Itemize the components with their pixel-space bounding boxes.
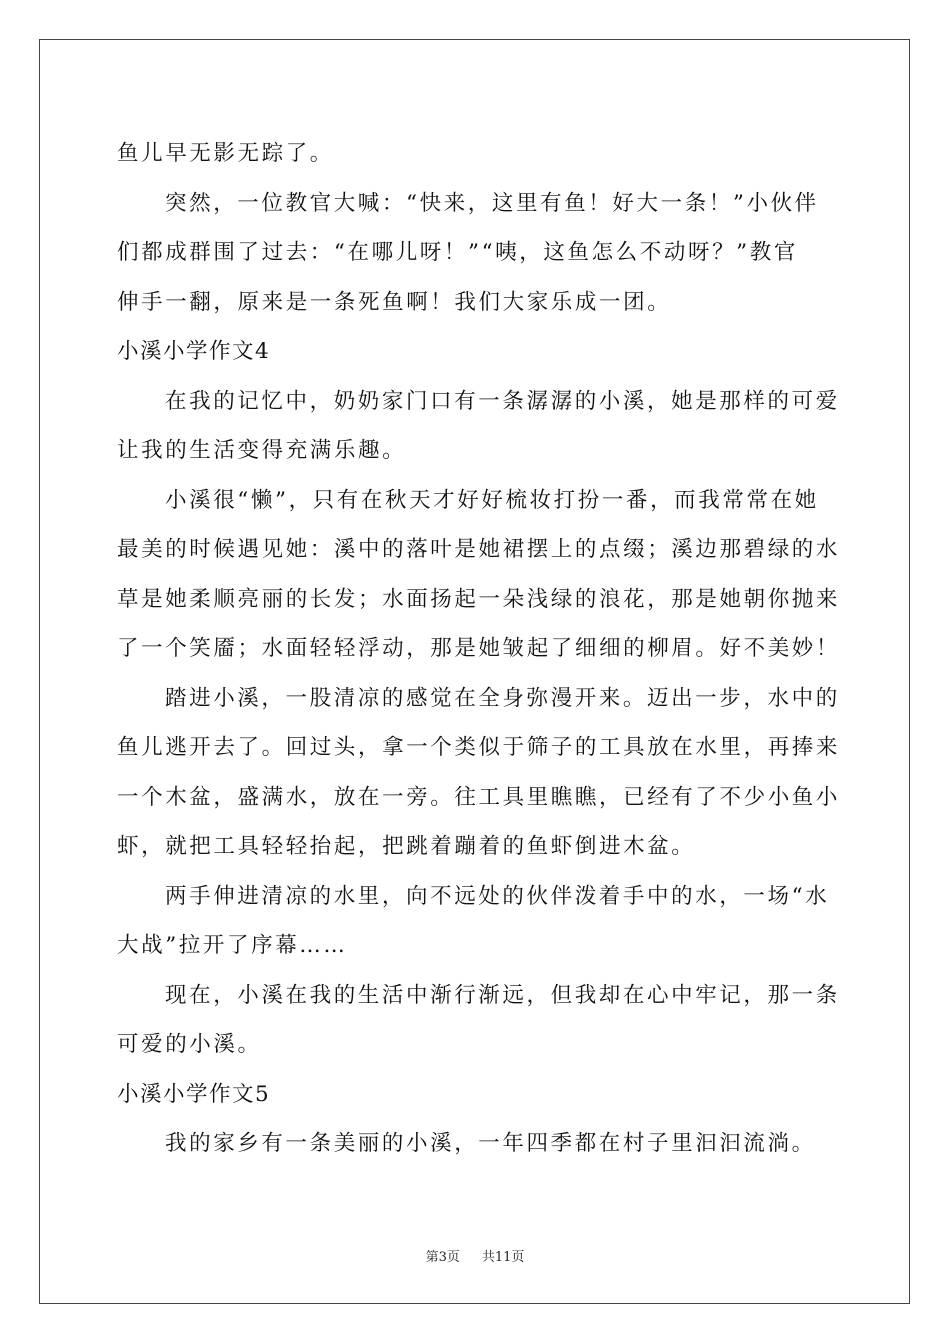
text-line: 一个木盆，盛满水，放在一旁。往工具里瞧瞧，已经有了不少小鱼小 — [117, 784, 841, 810]
text-line: 现在，小溪在我的生活中渐行渐远，但我却在心中牢记，那一条 — [165, 982, 840, 1008]
document-body — [117, 129, 841, 1169]
page-number: 第3页 — [425, 1250, 460, 1265]
text-line: 们都成群围了过去：“在哪儿呀！”“咦，这鱼怎么不动呀？”教官 — [117, 240, 798, 265]
page-footer — [0, 1246, 950, 1265]
text-line: 在我的记忆中，奶奶家门口有一条潺潺的小溪，她是那样的可爱 — [165, 388, 840, 414]
text-line: 虾，就把工具轻轻抬起，把跳着蹦着的鱼虾倒进木盆。 — [117, 834, 696, 859]
text-line: 两手伸进清凉的水里，向不远处的伙伴泼着手中的水，一场“水 — [165, 883, 830, 909]
text-line: 我的家乡有一条美丽的小溪，一年四季都在村子里汩汩流淌。 — [165, 1131, 816, 1156]
text-line: 踏进小溪，一股清凉的感觉在全身弥漫开来。迈出一步，水中的 — [165, 685, 840, 711]
text-line: 伸手一翻，原来是一条死鱼啊！我们大家乐成一团。 — [117, 289, 672, 315]
text-line: 最美的时候遇见她：溪中的落叶是她裙摆上的点缀；溪边那碧绿的水 — [117, 537, 841, 562]
text-line: 让我的生活变得充满乐趣。 — [117, 438, 407, 463]
text-line: 草是她柔顺亮丽的长发；水面扬起一朵浅绿的浪花，那是她朝你抛来 — [117, 586, 841, 612]
section-heading: 小溪小学作文5 — [117, 1081, 271, 1107]
text-line: 大战”拉开了序幕…… — [117, 933, 348, 958]
section-heading: 小溪小学作文4 — [117, 339, 271, 364]
text-line: 可爱的小溪。 — [117, 1032, 262, 1057]
text-line: 小溪很“懒”，只有在秋天才好好梳妆打扮一番，而我常常在她 — [165, 487, 819, 513]
text-line: 鱼儿逃开去了。回过头，拿一个类似于筛子的工具放在水里，再捧来 — [117, 735, 841, 760]
text-line: 鱼儿早无影无踪了。 — [117, 141, 334, 166]
text-line: 突然，一位教官大喊：“快来，这里有鱼！好大一条！”小伙伴 — [165, 190, 819, 216]
page-total: 共11页 — [481, 1250, 525, 1265]
text-line: 了一个笑靥；水面轻轻浮动，那是她皱起了细细的柳眉。好不美妙！ — [117, 636, 841, 661]
